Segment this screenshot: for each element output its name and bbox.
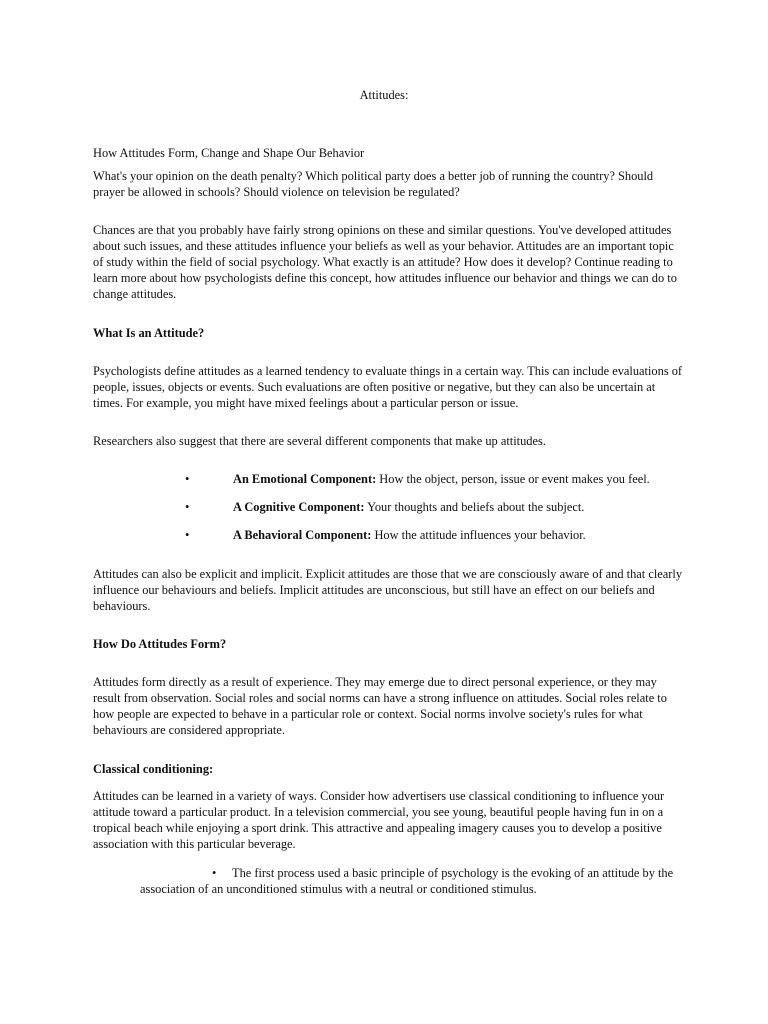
document-title: Attitudes: [359,88,409,102]
classical-conditioning-paragraph: Attitudes can be learned in a variety of ways. Consider how advertisers use classical conditioning to influence your attitude toward a particular product. In a television commercial, you see young, beautiful people having fun in on a tropical beach while enjoying a sport drink. This attractive and appealing imagery causes you to develop a positive association with this particular beverage. [93,789,665,851]
list-item [0,499,768,515]
list-item [0,471,768,487]
bullet-term: A Behavioral Component: [233,528,372,542]
bullet-description: Your thoughts and beliefs about the subject. [364,500,585,514]
list-item [0,527,768,543]
explicit-implicit-paragraph: Attitudes can also be explicit and implicit. Explicit attitudes are those that we are consciously aware of and that clearly influence our behaviours and beliefs. Implicit attitudes are unconscious, but still have an effect on our beliefs and behaviours. [93,567,683,613]
document-subtitle: How Attitudes Form, Change and Shape Our Behavior [93,146,365,160]
section-heading-what-is-attitude: What Is an Attitude? [93,326,205,340]
bullet-description: How the object, person, issue or event makes you feel. [376,472,650,486]
components-intro-paragraph: Researchers also suggest that there are several different components that make up attitudes. [93,434,546,448]
list-item [0,865,768,899]
attitude-formation-paragraph: Attitudes form directly as a result of experience. They may emerge due to direct personal experience, or they may result from observation. Social roles and social norms can have a strong influence on attitudes. Social roles relate to how people are expected to behave in a particular role or context. Social norms involve society's rules for what behaviours are considered appropriate. [93,675,667,737]
bullet-description: How the attitude influences your behavior. [371,528,586,542]
attitude-definition-paragraph: Psychologists define attitudes as a learned tendency to evaluate things in a certain way. This can include evaluations of people, issues, objects or events. Such evaluations are often positive or negative, but they can also be uncertain at times. For example, you might have mixed feelings about a particular person or issue. [93,364,683,410]
bullet-term: An Emotional Component: [233,472,377,486]
bullet-description: The first process used a basic principle of psychology is the evoking of an attitude by the association of an unconditioned stimulus with a neutral or conditioned stimulus. [140,866,674,896]
bullet-term: A Cognitive Component: [233,500,365,514]
intro-paragraph: Chances are that you probably have fairly strong opinions on these and similar questions. You've developed attitudes about such issues, and these attitudes influence your beliefs as well as your behavior. Attitudes are an important topic of study within the field of social psychology. What exactly is an attitude? How does it develop? Continue reading to learn more about how psychologists define this concept, how attitudes influence our behavior and things we can do to change attitudes. [93,223,677,301]
section-heading-how-attitudes-form: How Do Attitudes Form? [93,637,227,651]
section-heading-classical-conditioning: Classical conditioning: [93,762,214,776]
bullet-icon: • [185,500,190,514]
bullet-icon: • [185,472,190,486]
bullet-icon: • [185,528,190,542]
bullet-icon: • [212,866,217,880]
intro-questions-paragraph: What's your opinion on the death penalty? Which political party does a better job of running the country? Should prayer be allowed in schools? Should violence on television be regulated? [93,169,654,199]
